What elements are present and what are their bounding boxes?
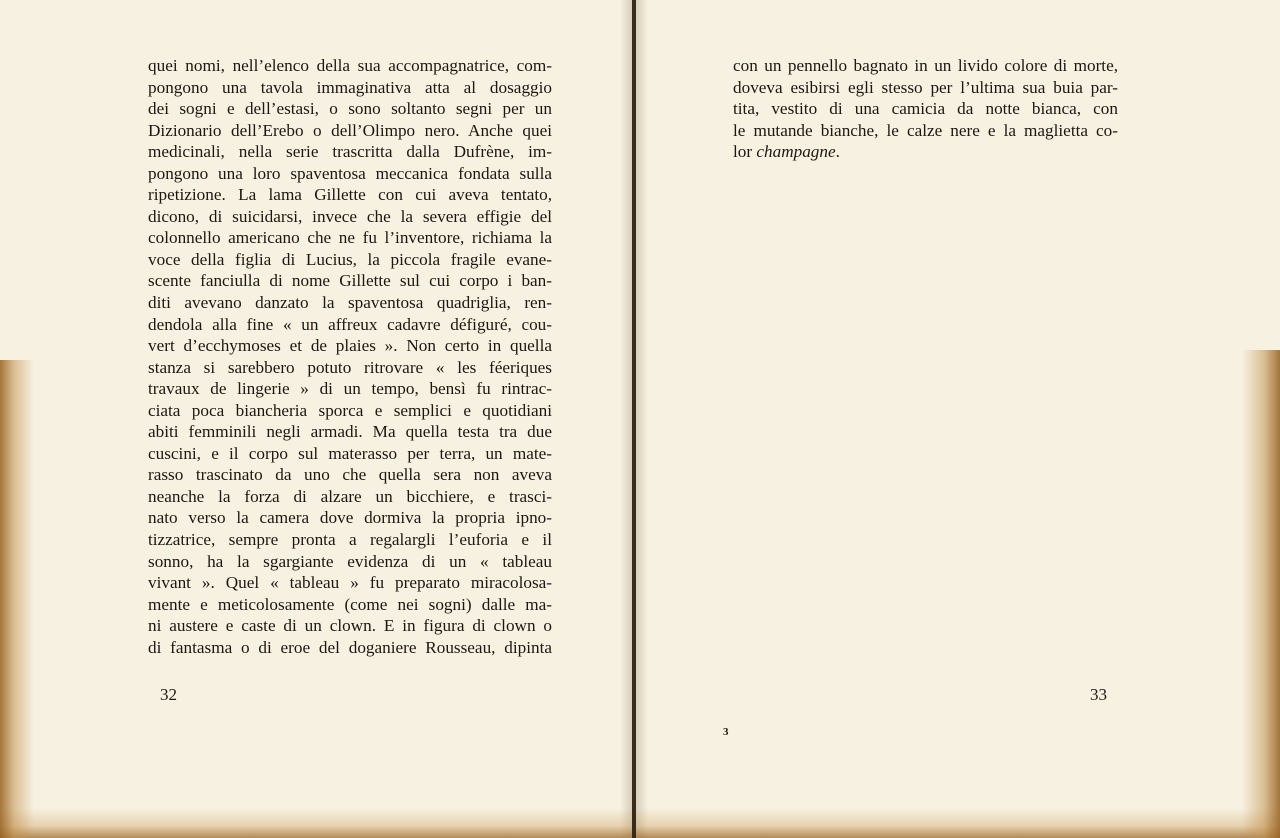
page-edge [0,0,40,360]
left-page [0,0,632,838]
text-line: pongono una loro spaventosa meccanica fondata sulla [148,163,552,183]
text-line: le mutande bianche, le calze nere e la maglietta co- [733,120,1118,140]
text-line: sonno, ha la sgargiante evidenza di un « tableau [148,551,552,571]
text-fragment: . [835,142,840,162]
text-line: ciata poca biancheria sporca e semplici e quotidiani [148,400,552,420]
text-line: voce della figlia di Lucius, la piccola fragile evane- [148,249,552,269]
text-line: vivant ». Quel « tableau » fu preparato miracolosa- [148,573,552,593]
text-fragment: lor [733,142,753,162]
text-line: pongono una tavola immaginativa atta al dosaggio [148,77,552,97]
text-line: con un pennello bagnato in un livido colore di morte, [733,56,1118,75]
text-line-last [733,141,1118,163]
text-line: scente fanciulla di nome Gillette sul cui corpo i ban- [148,271,552,291]
page-number-left: 32 [160,685,177,704]
text-line: dicono, di suicidarsi, invece che la severa effigie del [148,206,552,226]
text-line: Dizionario dell’Erebo o dell’Olimpo nero. Anche quei [148,120,552,140]
text-line: colonnello americano che ne fu l’inventore, richiama la [148,228,552,248]
text-line: neanche la forza di alzare un bicchiere, e trasci- [148,486,552,506]
text-line: doveva esibirsi egli stesso per l’ultima sua buia par- [733,77,1118,97]
text-line: travaux de lingerie » di un tempo, bensì fu rintrac- [148,379,552,399]
text-line: mente e meticolosamente (come nei sogni) dalle ma- [148,594,552,614]
text-line: rasso trascinato da uno che quella sera non aveva [148,465,552,485]
text-line: quei nomi, nell’elenco della sua accompagnatrice, com- [148,56,552,75]
text-line: dendola alla fine « un affreux cadavre défiguré, cou- [148,314,552,334]
text-line: cuscini, e il corpo sul materasso per terra, un mate- [148,443,552,463]
text-line: abiti femminili negli armadi. Ma quella testa tra due [148,422,552,442]
italic-word: champagne [756,142,836,162]
text-line: stanza si sarebbero potuto ritrovare « les féeriques [148,357,552,377]
text-line: vert d’ecchymoses et de plaies ». Non certo in quella [148,336,552,356]
text-line: ni austere e caste di un clown. E in figura di clown o [148,616,552,636]
left-page-text [148,55,552,658]
text-line: tizzatrice, sempre pronta a regalargli l’euforia e il [148,530,552,550]
right-page-text [733,55,1118,163]
page-edge [1236,0,1280,350]
signature-mark: 3 [723,726,729,738]
text-line: dei sogni e dell’estasi, o sono soltanto segni per un [148,99,552,119]
text-line: nato verso la camera dove dormiva la propria ipno- [148,508,552,528]
text-line: ripetizione. La lama Gillette con cui aveva tentato, [148,185,552,205]
text-line: diti avevano danzato la spaventosa quadriglia, ren- [148,293,552,313]
right-page [636,0,1280,838]
page-number-right: 33 [1090,685,1107,704]
text-line: medicinali, nella serie trascritta dalla Dufrène, im- [148,142,552,162]
text-line: di fantasma o di eroe del doganiere Rousseau, dipinta [148,637,552,657]
text-line: tita, vestito di una camicia da notte bianca, con [733,99,1118,119]
